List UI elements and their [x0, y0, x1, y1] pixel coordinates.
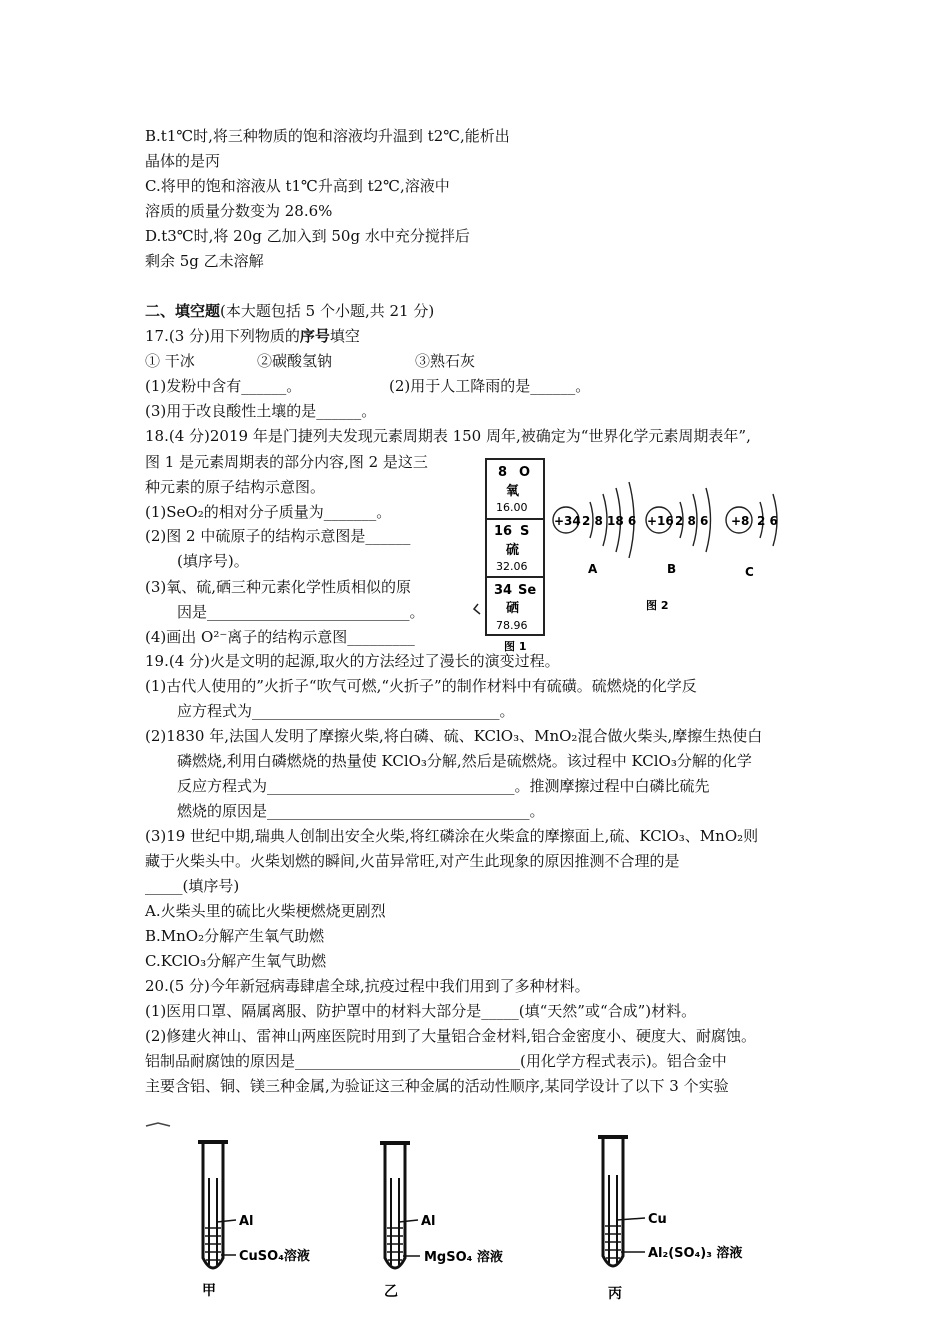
q20-part-1: (1)医用口罩、隔属离服、防护罩中的材料大部分是_____(填“天然”或“合成”)材料。	[145, 1002, 697, 1020]
q19-part-2b: 磷燃烧,利用白磷燃烧的热量使 KClO₃分解,然后是硫燃烧。该过程中 KClO₃分解的化学	[177, 752, 752, 770]
q16-option-c-line2: 溶质的质量分数变为 28.6%	[145, 202, 333, 220]
q18-part-3a: (3)氧、硫,硒三种元素化学性质相似的原	[145, 578, 412, 596]
q20-part-2b: 铝制品耐腐蚀的原因是______________________________(用化学方程式表示)。铝合金中	[145, 1052, 727, 1070]
cell-o-mass: 16.00	[496, 501, 528, 514]
q18-part-2a: (2)图 2 中硫原子的结构示意图是______	[145, 527, 411, 545]
q17-stem-tail: 填空	[329, 327, 360, 345]
q16-option-b-line1: B.t1℃时,将三种物质的饱和溶液均升温到 t2℃,能析出	[145, 127, 510, 145]
section-title: 二、填空题	[145, 302, 221, 320]
q19-part-2a: (2)1830 年,法国人发明了摩擦火柴,将白磷、硫、KClO₃、MnO₂混合做火柴头,摩擦生热使白	[145, 727, 763, 745]
q20-part-2c: 主要含铝、铜、镁三种金属,为验证这三种金属的活动性顺序,某同学设计了以下 3 个实验	[145, 1077, 729, 1095]
figure-2-caption: 图 2	[646, 599, 669, 612]
cell-se-symbol: Se	[518, 583, 537, 598]
q20-stem: 20.(5 分)今年新冠病毒肆虐全球,抗疫过程中我们用到了多种材料。	[145, 977, 590, 995]
q18-stem-line3: 种元素的原子结构示意图。	[145, 478, 326, 496]
q19-part-3b: 藏于火柴头中。火柴划燃的瞬间,火苗异常旺,对产生此现象的原因推测不合理的是	[145, 852, 680, 870]
atom-a-shells: 2 8 18 6	[582, 514, 637, 528]
tube-jia-label: 甲	[202, 1283, 216, 1299]
atom-c-label: C	[745, 565, 754, 579]
cell-se-name: 硒	[506, 601, 520, 616]
q17-part-3: (3)用于改良酸性土壤的是______。	[145, 402, 377, 420]
cell-se-number: 34	[494, 583, 513, 598]
section-description: (本大题包括 5 个小题,共 21 分)	[220, 302, 435, 320]
q19-part-3c: _____(填序号)	[145, 877, 240, 895]
q17-stem-text: 17.(3 分)用下列物质的	[145, 327, 300, 345]
tube-yi-solution: MgSO₄ 溶液	[424, 1250, 503, 1265]
q18-part-3b: 因是___________________________。	[177, 603, 425, 621]
q17-stem-bold: 序号	[299, 327, 330, 345]
q16-option-c-line1: C.将甲的饱和溶液从 t1℃升高到 t2℃,溶液中	[145, 177, 450, 195]
figure-1-caption: 图 1	[504, 640, 527, 653]
q19-option-c: C.KClO₃分解产生氧气助燃	[145, 952, 327, 970]
q17-option-2: ②碳酸氢钠	[257, 352, 333, 370]
tube-bing	[598, 1137, 645, 1266]
q19-part-2c: 反应方程式为_________________________________。推测摩擦过程中白磷比硫先	[177, 777, 710, 795]
cell-o-number: 8	[498, 465, 508, 480]
atom-c-nucleus: +8	[731, 514, 750, 528]
q19-option-a: A.火柴头里的硫比火柴梗燃烧更剧烈	[145, 902, 386, 920]
atom-b-nucleus: +16	[647, 514, 674, 528]
q17-option-1: ① 干冰	[145, 352, 195, 370]
q19-stem: 19.(4 分)火是文明的起源,取火的方法经过了漫长的演变过程。	[145, 652, 560, 670]
atom-a-nucleus: +34	[554, 514, 581, 528]
cell-o-name: 氧	[506, 484, 520, 499]
atom-c-shells: 2 6	[757, 514, 778, 528]
q18-part-1: (1)SeO₂的相对分子质量为_______。	[145, 503, 392, 521]
q19-part-3a: (3)19 世纪中期,瑞典人创制出安全火柴,将红磷涂在火柴盒的摩擦面上,硫、KClO₃、MnO₂则	[145, 827, 759, 845]
atom-a-label: A	[588, 562, 598, 576]
tube-yi-label: 乙	[384, 1284, 398, 1300]
tube-yi-metal: Al	[421, 1214, 436, 1229]
q18-part-4: (4)画出 O²⁻离子的结构示意图_________	[145, 628, 415, 646]
section-heading	[145, 301, 434, 321]
q19-part-1a: (1)古代人使用的”火折子“吹气可燃,“火折子”的制作材料中有硫磺。硫燃烧的化学反	[145, 677, 697, 695]
tube-bing-solution: Al₂(SO₄)₃ 溶液	[648, 1246, 743, 1261]
tube-bing-metal: Cu	[648, 1212, 667, 1227]
q17-part-2: (2)用于人工降雨的是______。	[389, 377, 591, 395]
q18-part-2b: (填序号)。	[177, 552, 249, 570]
tube-jia	[198, 1142, 236, 1268]
q16-option-d-line1: D.t3℃时,将 20g 乙加入到 50g 水中充分搅拌后	[145, 227, 470, 245]
q19-option-b: B.MnO₂分解产生氧气助燃	[145, 927, 325, 945]
tube-yi	[380, 1143, 420, 1268]
cell-s-number: 16	[494, 524, 513, 539]
tube-jia-solution: CuSO₄溶液	[239, 1249, 310, 1264]
q19-part-2d: 燃烧的原因是___________________________________。	[177, 802, 545, 820]
q16-option-d-line2: 剩余 5g 乙未溶解	[145, 252, 264, 270]
atom-b-label: B	[667, 562, 677, 576]
q18-stem-line1: 18.(4 分)2019 年是门捷列夫发现元素周期表 150 周年,被确定为“世界化学元素周期表年”,	[145, 427, 751, 445]
figure-2-atomic-structures	[548, 478, 798, 618]
q16-option-b-line2: 晶体的是丙	[145, 152, 221, 170]
q17-part-1: (1)发粉中含有______。	[145, 377, 302, 395]
tube-bing-label: 丙	[608, 1286, 622, 1302]
cell-s-mass: 32.06	[496, 560, 528, 573]
q18-stem-line2: 图 1 是元素周期表的部分内容,图 2 是这三	[145, 453, 428, 471]
q19-part-1b: 应方程式为_________________________________。	[177, 702, 515, 720]
cell-s-symbol: S	[520, 524, 530, 539]
cell-o-symbol: O	[519, 465, 531, 480]
cell-s-name: 硫	[506, 543, 520, 558]
atom-b-shells: 2 8 6	[675, 514, 709, 528]
q20-part-2a: (2)修建火神山、雷神山两座医院时用到了大量铝合金材料,铝合金密度小、硬度大、耐腐蚀。	[145, 1027, 757, 1045]
q17-option-3: ③熟石灰	[415, 352, 476, 370]
tube-jia-metal: Al	[239, 1214, 254, 1229]
figure-3-test-tubes	[140, 1120, 800, 1310]
cell-se-mass: 78.96	[496, 619, 528, 632]
q17-stem	[145, 326, 360, 346]
